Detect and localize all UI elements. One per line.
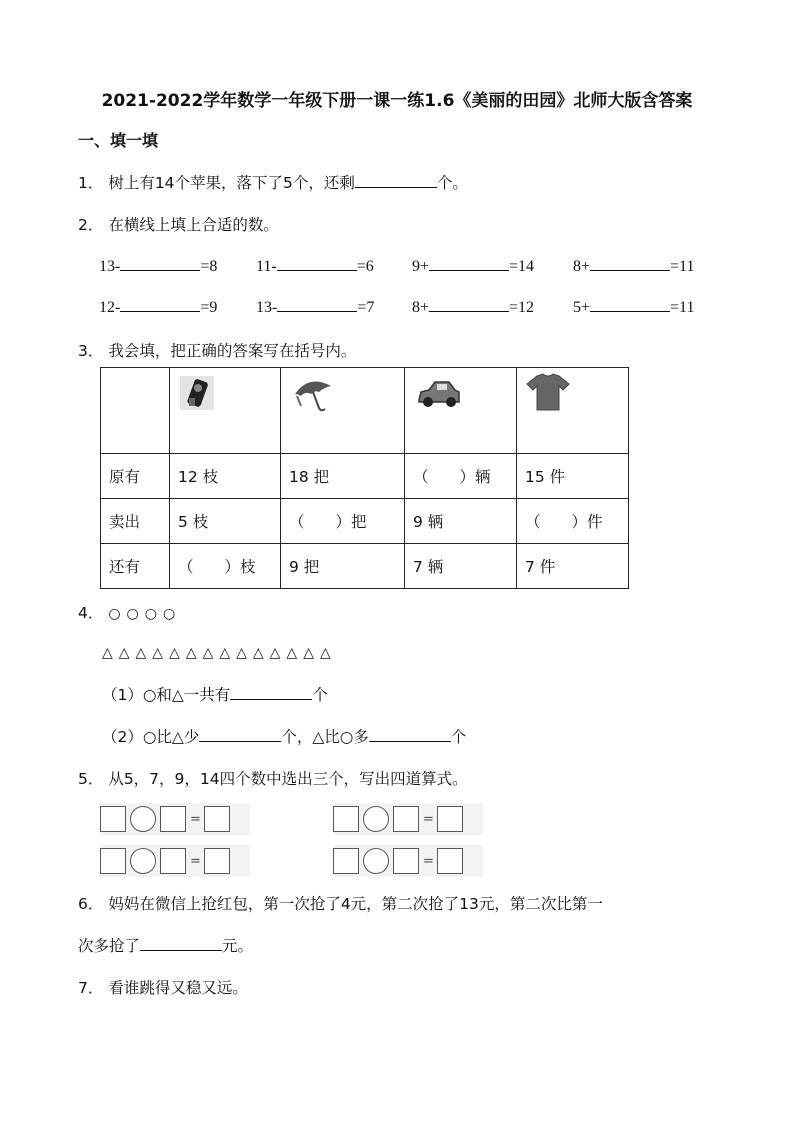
equation: 11- =6 (256, 254, 374, 276)
table-cell: 18 把 (281, 454, 405, 499)
part-text-tail: 个 (450, 728, 467, 746)
umbrella-icon (289, 372, 337, 412)
answer-blank[interactable] (369, 725, 451, 742)
equals-sign: = (423, 811, 434, 827)
answer-blank[interactable] (429, 295, 509, 312)
question-4-part-1 (102, 683, 328, 705)
result-box[interactable] (204, 806, 230, 832)
answer-cell[interactable]: （ ）件 (517, 499, 629, 544)
part-text: （2）○比△少 (102, 728, 200, 746)
question-1 (78, 171, 468, 193)
question-6-line-2 (78, 934, 253, 956)
table-cell: 12 枝 (170, 454, 281, 499)
number-box[interactable] (100, 806, 126, 832)
question-2 (78, 213, 279, 235)
operator-circle[interactable] (363, 806, 389, 832)
question-text: 妈妈在微信上抢红包，第一次抢了4元，第二次抢了13元，第二次比第一 (108, 895, 603, 913)
part-text: （1）○和△一共有 (102, 686, 231, 704)
question-text: 树上有14个苹果，落下了5个，还剩 (108, 174, 355, 192)
answer-blank[interactable] (277, 254, 357, 271)
row-label: 卖出 (101, 499, 170, 544)
number-box[interactable] (333, 848, 359, 874)
result-box[interactable] (437, 848, 463, 874)
header-cell (405, 368, 517, 454)
header-cell (517, 368, 629, 454)
answer-blank[interactable] (590, 295, 670, 312)
question-number: 7． (78, 979, 104, 997)
triangles-row: △△△△△△△△△△△△△△ (102, 645, 337, 661)
question-7 (78, 976, 248, 998)
question-3 (78, 339, 356, 361)
question-number: 2． (78, 216, 104, 234)
part-text-mid: 个，△比○多 (281, 728, 369, 746)
answer-blank[interactable] (590, 254, 670, 271)
header-empty-cell (101, 368, 170, 454)
table-cell: 5 枝 (170, 499, 281, 544)
question-text: 从5，7，9，14四个数中选出三个，写出四道算式。 (108, 770, 468, 788)
equation: 8+ =11 (573, 254, 694, 276)
car-icon (413, 372, 463, 412)
table-cell: 7 件 (517, 544, 629, 589)
header-cell (281, 368, 405, 454)
table-cell: 7 辆 (405, 544, 517, 589)
question-5 (78, 767, 468, 789)
equation-template (100, 845, 250, 877)
result-box[interactable] (204, 848, 230, 874)
circles-row: ○○○○ (108, 606, 182, 622)
number-box[interactable] (393, 848, 419, 874)
equation-template (333, 845, 483, 877)
question-number: 5． (78, 770, 104, 788)
question-text: 我会填，把正确的答案写在括号内。 (108, 342, 357, 360)
equation-template (333, 803, 483, 835)
question-text-tail: 个。 (436, 174, 468, 192)
row-label: 原有 (101, 454, 170, 499)
number-box[interactable] (393, 806, 419, 832)
equation-template (100, 803, 250, 835)
question-number: 4． (78, 604, 104, 622)
equation: 13- =7 (256, 295, 374, 317)
question-number: 3． (78, 342, 104, 360)
table-cell: 15 件 (517, 454, 629, 499)
equation: 9+ =14 (412, 254, 534, 276)
answer-cell[interactable]: （ ）把 (281, 499, 405, 544)
goods-table (100, 367, 629, 589)
operator-circle[interactable] (363, 848, 389, 874)
question-text: 次多抢了 (78, 937, 141, 955)
equals-sign: = (423, 853, 434, 869)
section-heading: 一、填一填 (78, 131, 159, 150)
question-text: 在横线上填上合适的数。 (108, 216, 279, 234)
equation: 5+ =11 (573, 295, 694, 317)
answer-blank[interactable] (120, 295, 200, 312)
question-number: 6． (78, 895, 104, 913)
equation: 12- =9 (99, 295, 217, 317)
table-cell: 9 把 (281, 544, 405, 589)
part-text-tail: 个 (312, 686, 328, 704)
question-4-part-2 (102, 725, 466, 747)
answer-cell[interactable]: （ ）枝 (170, 544, 281, 589)
answer-blank[interactable] (199, 725, 281, 742)
number-box[interactable] (160, 848, 186, 874)
number-box[interactable] (333, 806, 359, 832)
table-cell: 9 辆 (405, 499, 517, 544)
row-label: 还有 (101, 544, 170, 589)
number-box[interactable] (100, 848, 126, 874)
answer-blank[interactable] (355, 171, 437, 188)
question-text-tail: 元。 (222, 937, 254, 955)
question-6 (78, 892, 603, 914)
operator-circle[interactable] (130, 848, 156, 874)
question-4 (78, 601, 181, 623)
answer-cell[interactable]: （ ）辆 (405, 454, 517, 499)
header-cell (170, 368, 281, 454)
answer-blank[interactable] (140, 934, 222, 951)
answer-blank[interactable] (429, 254, 509, 271)
result-box[interactable] (437, 806, 463, 832)
number-box[interactable] (160, 806, 186, 832)
operator-circle[interactable] (130, 806, 156, 832)
page-title: 2021-2022学年数学一年级下册一课一练1.6《美丽的田园》北师大版含答案 (101, 91, 693, 111)
answer-blank[interactable] (120, 254, 200, 271)
answer-blank[interactable] (277, 295, 357, 312)
equation: 13- =8 (99, 254, 217, 276)
answer-blank[interactable] (230, 683, 312, 700)
pencil-sharpener-icon (178, 372, 218, 412)
shirt-icon (525, 372, 571, 412)
question-text: 看谁跳得又稳又远。 (108, 979, 248, 997)
question-number: 1． (78, 174, 104, 192)
equals-sign: = (190, 853, 201, 869)
equation: 8+ =12 (412, 295, 534, 317)
equals-sign: = (190, 811, 201, 827)
